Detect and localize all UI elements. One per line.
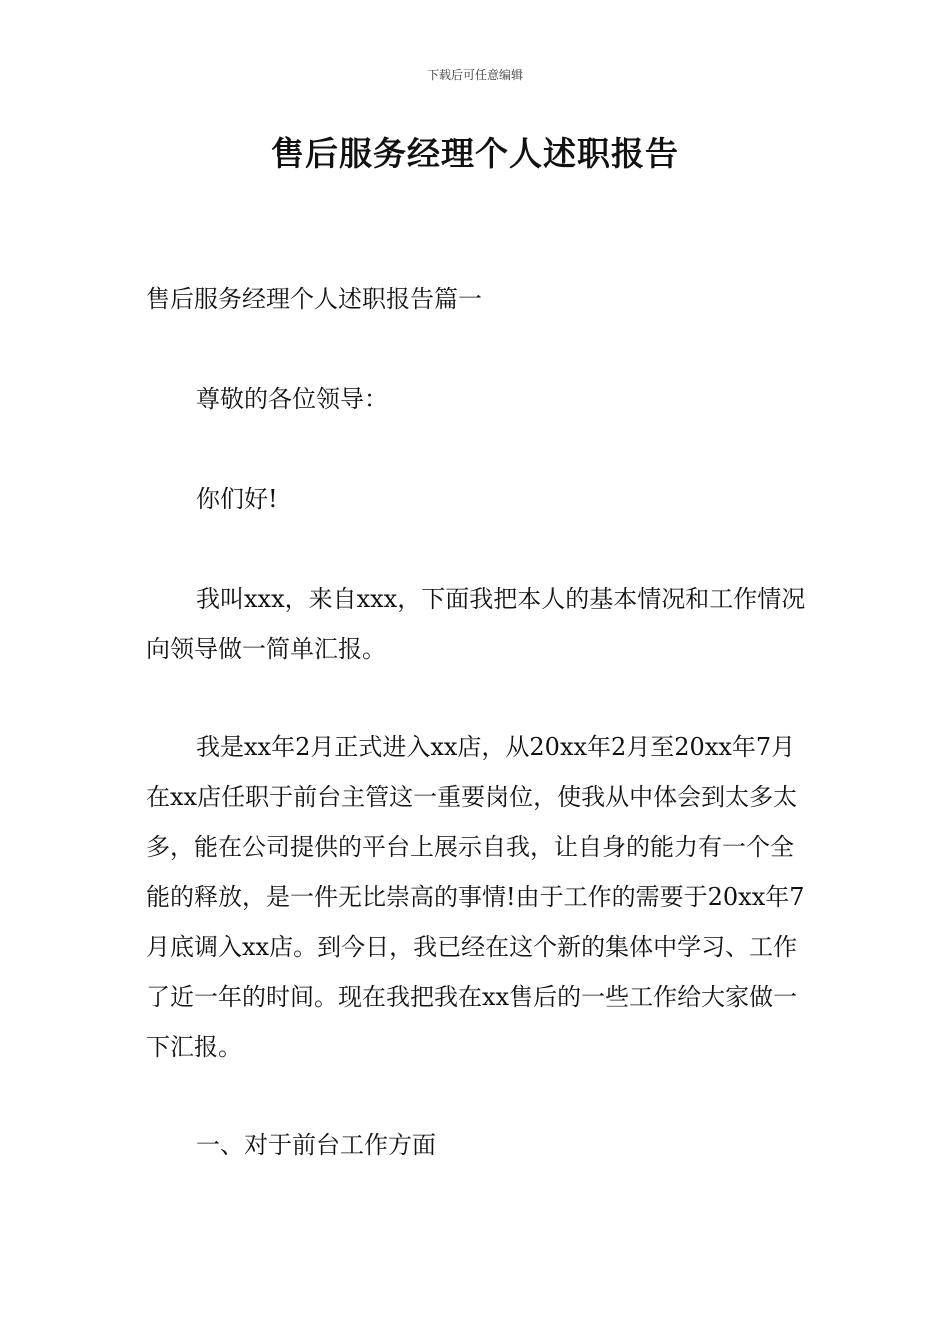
section-heading: 一、对于前台工作方面 <box>196 1131 436 1159</box>
paragraph-body: 我是xx年2月正式进入xx店，从20xx年2月至20xx年7月在xx店任职于前台主管这一重要岗位，使我从中体会到太多太多，能在公司提供的平台上展示自我，让自身的能力有一个全能的释放，是一件无比崇高的事情!由于工作的需要于20xx年7月底调入xx店。到今日，我已经在这个新的集体中学习、工作了近一年的时间。现在我把我在xx售后的一些工作给大家做一下汇报。 <box>146 733 805 1061</box>
greeting-salutation: 尊敬的各位领导： <box>196 385 388 413</box>
greeting-hello: 你们好! <box>196 485 278 513</box>
paragraph-intro: 我叫xxx，来自xxx，下面我把本人的基本情况和工作情况向领导做一简单汇报。 <box>146 585 806 663</box>
document-subtitle: 售后服务经理个人述职报告篇一 <box>146 285 482 313</box>
document-title: 售后服务经理个人述职报告 <box>271 134 679 173</box>
header-note: 下载后可任意编辑 <box>426 68 523 82</box>
